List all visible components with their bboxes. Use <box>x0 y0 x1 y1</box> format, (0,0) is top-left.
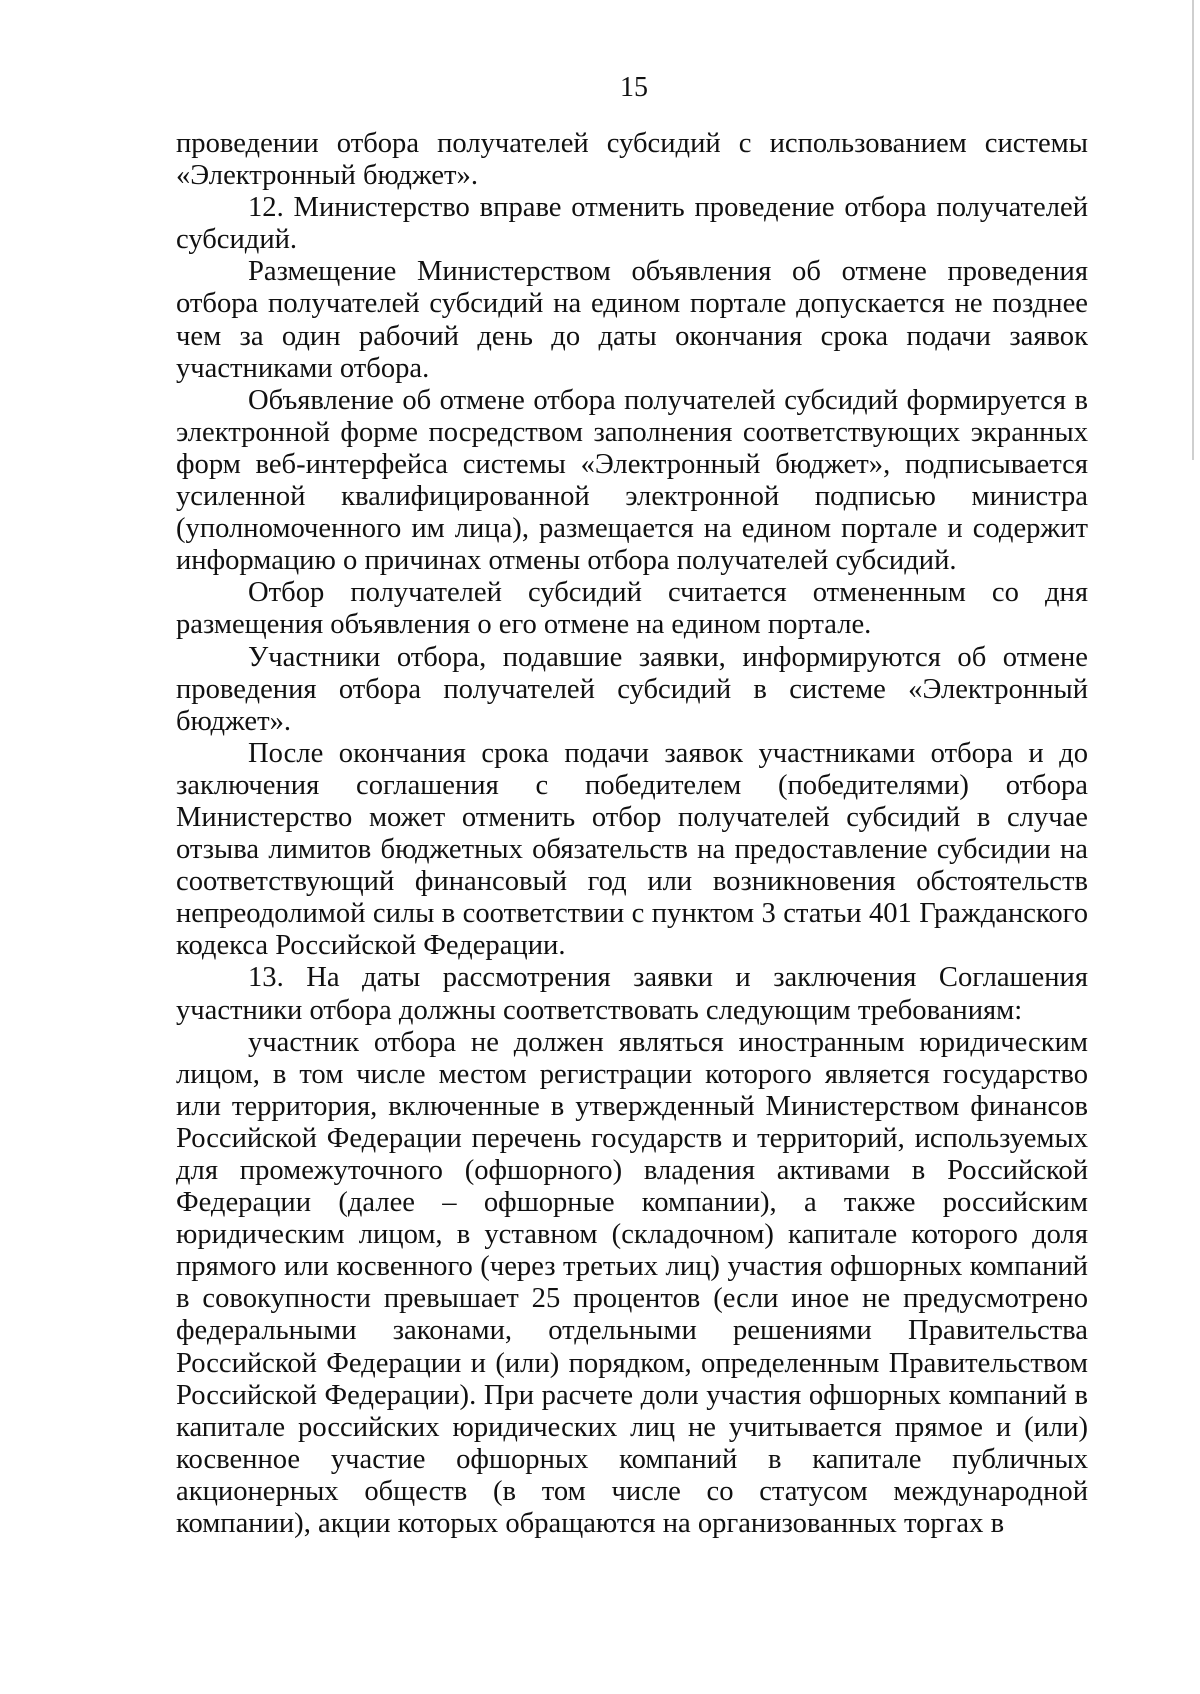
paragraph: Отбор получателей субсидий считается отмененным со дня размещения объявления о его отмене на едином портале. <box>176 577 1088 641</box>
paragraph: 13. На даты рассмотрения заявки и заключения Соглашения участники отбора должны соответствовать следующим требованиям: <box>176 962 1088 1026</box>
paragraph: участник отбора не должен являться иностранным юридическим лицом, в том числе местом регистрации которого является государство или территория, включенные в утвержденный Министерством финансов Российской Федерации перечень государств и территорий, используемых для промежуточного (офшорного) владения активами в Российской Федерации (далее – офшорные компании), а также российским юридическим лицом, в уставном (складочном) капитале которого доля прямого или косвенного (через третьих лиц) участия офшорных компаний в совокупности превышает 25 процентов (если иное не предусмотрено федеральными законами, отдельными решениями Правительства Российской Федерации и (или) порядком, определенным Правительством Российской Федерации). При расчете доли участия офшорных компаний в капитале российских юридических лиц не учитывается прямое и (или) косвенное участие офшорных компаний в капитале публичных акционерных обществ (в том числе со статусом международной компании), акции которых обращаются на организованных торгах в <box>176 1026 1088 1540</box>
paragraph: Размещение Министерством объявления об отмене проведения отбора получателей субсидий на едином портале допускается не позднее чем за один рабочий день до даты окончания срока подачи заявок участниками отбора. <box>176 256 1088 384</box>
document-body <box>176 128 1088 1540</box>
paragraph: 12. Министерство вправе отменить проведение отбора получателей субсидий. <box>176 192 1088 256</box>
scan-edge-shadow <box>1192 0 1194 460</box>
paragraph: проведении отбора получателей субсидий с использованием системы «Электронный бюджет». <box>176 128 1088 192</box>
paragraph: Объявление об отмене отбора получателей субсидий формируется в электронной форме посредством заполнения соответствующих экранных форм веб-интерфейса системы «Электронный бюджет», подписывается усиленной квалифицированной электронной подписью министра (уполномоченного им лица), размещается на едином портале и содержит информацию о причинах отмены отбора получателей субсидий. <box>176 384 1088 577</box>
page-number: 15 <box>620 72 648 103</box>
paragraph: Участники отбора, подавшие заявки, информируются об отмене проведения отбора получателей субсидий в системе «Электронный бюджет». <box>176 641 1088 737</box>
paragraph: После окончания срока подачи заявок участниками отбора и до заключения соглашения с победителем (победителями) отбора Министерство может отменить отбор получателей субсидий в случае отзыва лимитов бюджетных обязательств на предоставление субсидии на соответствующий финансовый год или возникновения обстоятельств непреодолимой силы в соответствии с пунктом 3 статьи 401 Гражданского кодекса Российской Федерации. <box>176 737 1088 962</box>
